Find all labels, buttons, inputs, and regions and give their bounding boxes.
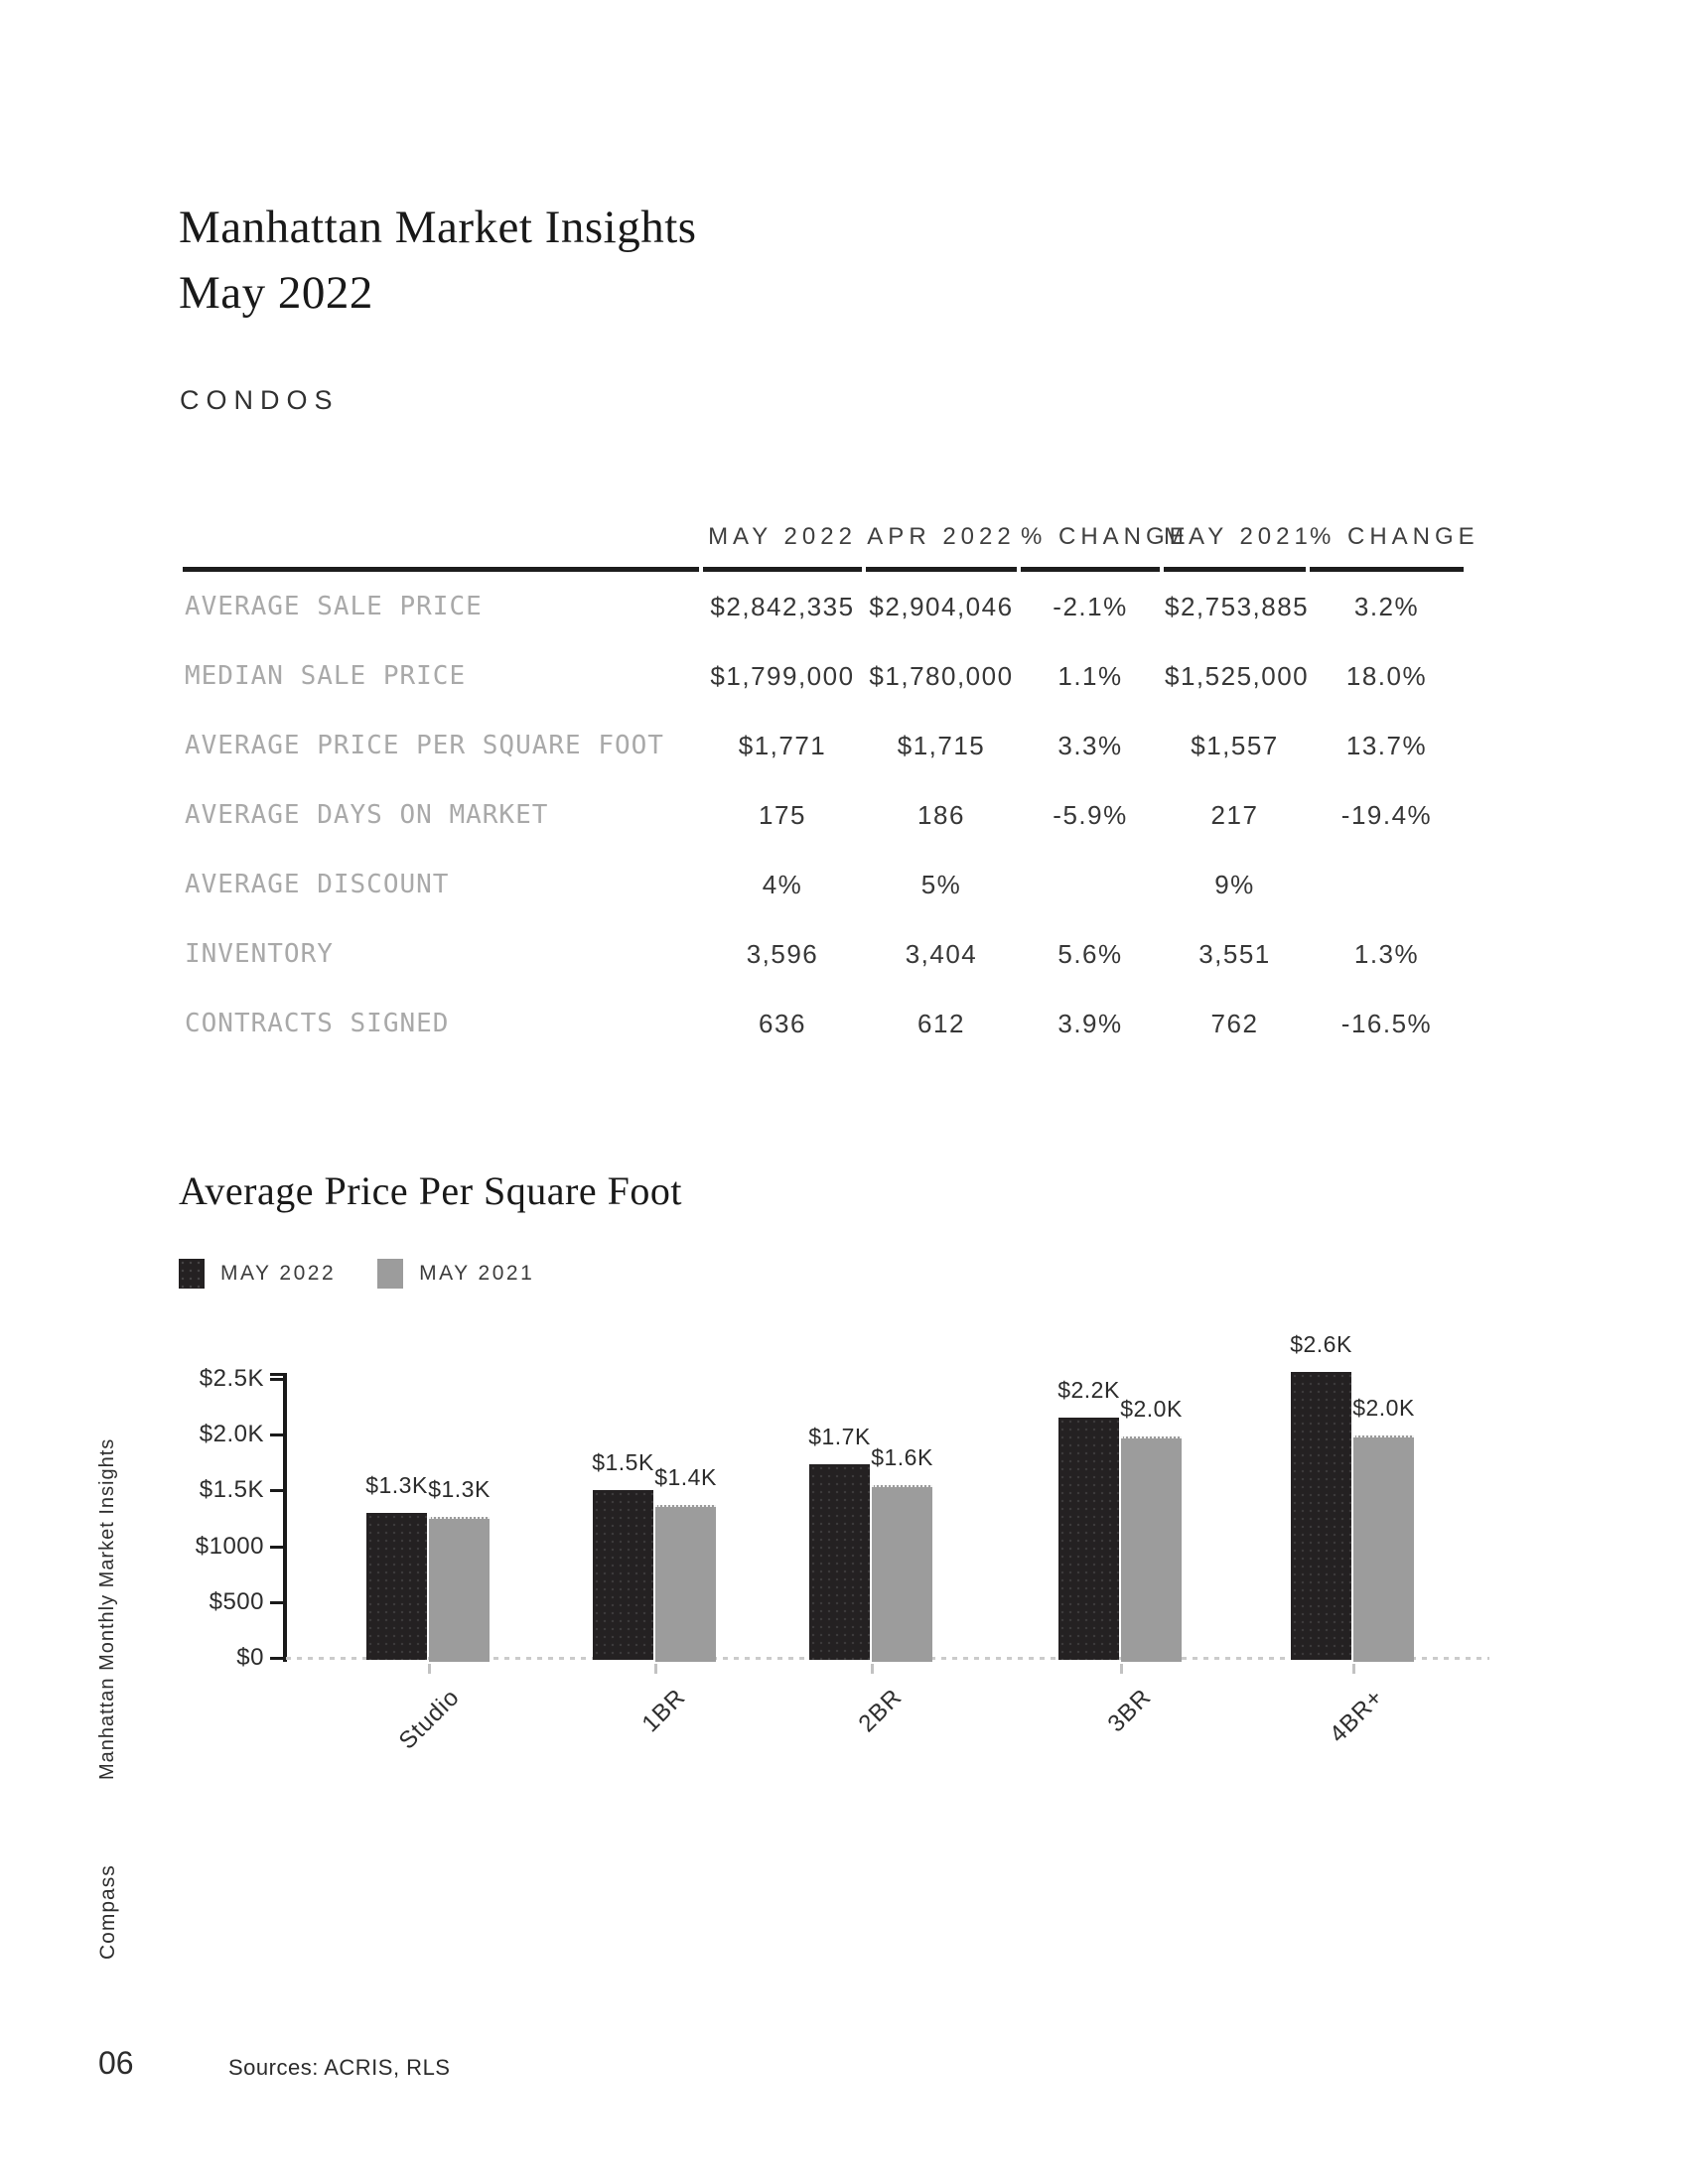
cell-value: 186 (917, 799, 965, 830)
column-header-1: APR 2022 (866, 496, 1017, 572)
bar-value-label-may2022-Studio: $1.3K (365, 1472, 428, 1498)
y-axis-tick (270, 1601, 284, 1604)
cell-value: 217 (1210, 799, 1259, 830)
x-axis-category-label-2BR: 2BR (853, 1684, 909, 1738)
cell-value: 3.2% (1353, 591, 1420, 621)
cell-value: 3,404 (905, 938, 978, 969)
table-row (183, 641, 1464, 711)
legend-label-may-2021: MAY 2021 (419, 1262, 535, 1285)
column-header-0: MAY 2022 (703, 496, 862, 572)
row-label: MEDIAN SALE PRICE (185, 661, 467, 691)
row-label: INVENTORY (185, 939, 334, 969)
cell-value: -19.4% (1340, 799, 1433, 830)
sidebar-brand: Compass (96, 1864, 119, 1960)
bar-may2022-Studio (366, 1513, 427, 1660)
stats-table-head (183, 496, 1479, 572)
legend-swatch-may-2022 (179, 1259, 205, 1289)
column-header-2: % CHANGE (1021, 496, 1160, 572)
bar-may2022-2BR (809, 1464, 870, 1660)
y-axis-line (283, 1373, 287, 1662)
cell-value: 18.0% (1345, 660, 1428, 691)
y-axis-tick-label: $1.5K (199, 1476, 264, 1503)
y-axis-tick-label: $1000 (195, 1533, 264, 1560)
stats-table (179, 496, 1479, 1058)
sources-note: Sources: ACRIS, RLS (228, 2055, 451, 2080)
table-row (183, 850, 1464, 919)
bar-value-label-may2022-2BR: $1.7K (808, 1424, 871, 1449)
cell-value: $1,780,000 (869, 660, 1014, 691)
legend-swatch-may-2021 (377, 1259, 403, 1289)
y-axis-tick (270, 1657, 284, 1660)
sidebar-vertical-title: Manhattan Monthly Market Insights (96, 1437, 118, 1780)
bar-may2022-3BR (1058, 1418, 1119, 1660)
bar-value-label-may2022-3BR: $2.2K (1057, 1377, 1120, 1403)
table-header-row (183, 496, 1464, 572)
cell-value: 612 (917, 1008, 965, 1038)
x-axis-tick-Studio (428, 1664, 431, 1674)
cell-value: $1,799,000 (710, 660, 855, 691)
stats-table-corner (183, 496, 699, 572)
x-axis-tick-1BR (654, 1664, 657, 1674)
column-header-4: % CHANGE (1310, 496, 1464, 572)
cell-value: 1.1% (1057, 660, 1123, 691)
price-per-sqft-bar-chart (0, 1331, 1688, 1787)
cell-value: 4% (762, 869, 803, 899)
cell-value: 175 (759, 799, 806, 830)
table-row (183, 711, 1464, 780)
stats-table-body (183, 572, 1464, 1058)
cell-value: 5.6% (1057, 938, 1123, 969)
row-label: AVERAGE DISCOUNT (185, 870, 450, 899)
bar-value-label-may2022-4BR+: $2.6K (1290, 1331, 1352, 1357)
row-label: AVERAGE PRICE PER SQUARE FOOT (185, 731, 664, 760)
cell-value: 5% (920, 869, 962, 899)
bar-value-label-may2021-3BR: $2.0K (1120, 1396, 1183, 1422)
y-axis-tick-label: $2.5K (199, 1365, 264, 1392)
cell-value: 3,596 (746, 938, 819, 969)
y-axis-tick-label: $0 (236, 1644, 264, 1671)
cell-value: -5.9% (1053, 799, 1128, 830)
bar-may2021-3BR (1121, 1436, 1182, 1662)
cell-value: $2,753,885 (1165, 591, 1310, 621)
cell-value: $2,904,046 (869, 591, 1014, 621)
table-row (183, 919, 1464, 989)
page-title (179, 195, 697, 326)
cell-value: 9% (1214, 869, 1255, 899)
y-axis-tick-label: $2.0K (199, 1421, 264, 1447)
table-row (183, 780, 1464, 850)
cell-value: 762 (1210, 1008, 1259, 1038)
row-label: CONTRACTS SIGNED (185, 1009, 450, 1038)
cell-value: -2.1% (1053, 591, 1128, 621)
column-header-3: MAY 2021 (1164, 496, 1306, 572)
y-axis-tick (270, 1489, 284, 1492)
cell-value: 636 (759, 1008, 806, 1038)
cell-value (1310, 850, 1464, 919)
y-axis-tick (270, 1546, 284, 1549)
y-axis-tick-label: $500 (209, 1588, 264, 1615)
chart-legend (179, 1259, 534, 1289)
x-axis-category-label-Studio: Studio (393, 1684, 466, 1755)
page-title-line1: Manhattan Market Insights (179, 202, 697, 253)
row-label: AVERAGE DAYS ON MARKET (185, 800, 549, 830)
table-row (183, 572, 1464, 641)
row-label: AVERAGE SALE PRICE (185, 592, 483, 621)
bar-value-label-may2021-2BR: $1.6K (871, 1444, 933, 1470)
chart-title: Average Price Per Square Foot (179, 1168, 682, 1213)
bar-value-label-may2022-1BR: $1.5K (592, 1449, 654, 1475)
cell-value: 1.3% (1353, 938, 1420, 969)
cell-value: -16.5% (1340, 1008, 1433, 1038)
bar-may2021-4BR+ (1353, 1435, 1414, 1662)
bar-value-label-may2021-1BR: $1.4K (654, 1464, 717, 1490)
legend-label-may-2022: MAY 2022 (220, 1262, 337, 1285)
x-axis-tick-3BR (1120, 1664, 1123, 1674)
cell-value: $1,525,000 (1165, 660, 1310, 691)
bar-may2021-1BR (655, 1505, 716, 1662)
y-axis-tick (270, 1433, 284, 1436)
bar-may2022-1BR (593, 1490, 653, 1660)
table-row (183, 989, 1464, 1058)
cell-value (1021, 850, 1160, 919)
cell-value: $1,771 (738, 730, 827, 760)
bar-value-label-may2021-Studio: $1.3K (428, 1476, 491, 1502)
x-axis-category-label-1BR: 1BR (636, 1684, 692, 1738)
x-axis-category-label-3BR: 3BR (1102, 1684, 1158, 1738)
page-number: 06 (98, 2045, 134, 2081)
cell-value: $2,842,335 (710, 591, 855, 621)
cell-value: 13.7% (1345, 730, 1428, 760)
x-axis-tick-4BR+ (1352, 1664, 1355, 1674)
x-axis-tick-2BR (871, 1664, 874, 1674)
bar-may2021-Studio (429, 1517, 490, 1662)
page-title-line2: May 2022 (179, 267, 373, 319)
y-axis-tick (270, 1378, 284, 1381)
bar-value-label-may2021-4BR+: $2.0K (1352, 1395, 1415, 1421)
x-axis-category-label-4BR+: 4BR+ (1325, 1684, 1390, 1748)
section-label: CONDOS (180, 385, 340, 415)
cell-value: $1,557 (1191, 730, 1279, 760)
cell-value: $1,715 (897, 730, 986, 760)
cell-value: 3.9% (1057, 1008, 1123, 1038)
bar-may2021-2BR (872, 1485, 932, 1662)
cell-value: 3,551 (1198, 938, 1271, 969)
cell-value: 3.3% (1057, 730, 1123, 760)
y-axis-top-cap (270, 1373, 284, 1376)
